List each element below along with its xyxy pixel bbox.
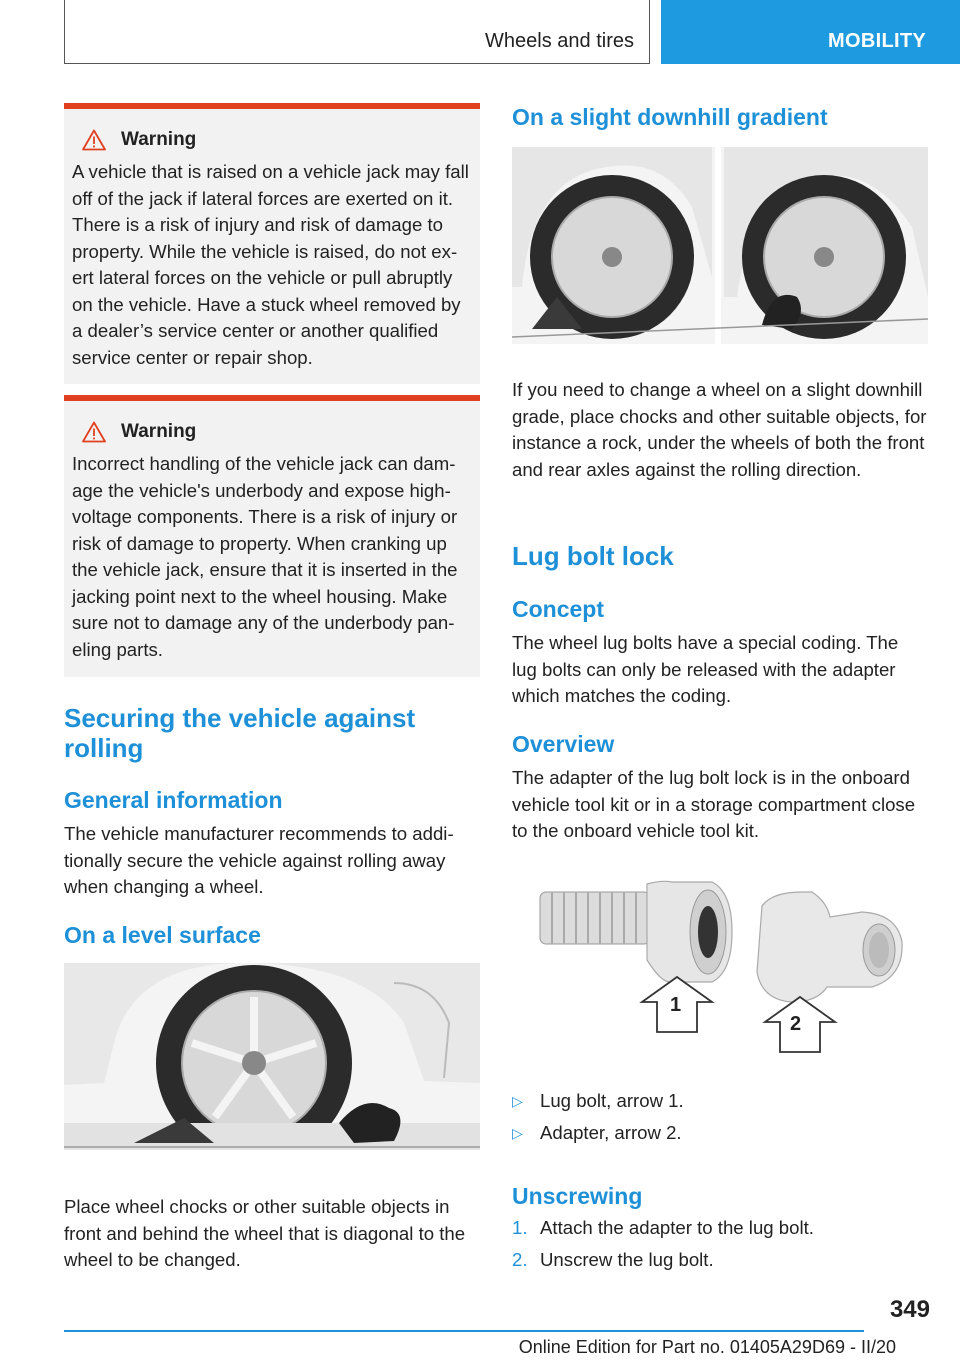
step-text: Unscrew the lug bolt.	[540, 1249, 714, 1270]
lug-items-list	[512, 1090, 928, 1154]
list-item-text: Adapter, arrow 2.	[540, 1122, 682, 1143]
unscrew-steps	[512, 1217, 928, 1281]
warning-title: Warning	[121, 129, 197, 150]
downhill-text: If you need to change a wheel on a slight downhill grade, place chocks and other suitable objects, for instance a rock, under the wheels of both the front and rear axles against the rolling direction.	[512, 379, 927, 480]
warning-header	[82, 419, 472, 445]
warning-triangle-icon	[82, 129, 106, 151]
page-number: 349	[889, 1296, 930, 1323]
arrow-2-label: 2	[790, 1013, 802, 1035]
lug-bolt-figure	[512, 862, 928, 1062]
step-number: 2.	[512, 1249, 528, 1270]
footer-edition: Online Edition for Part no. 01405A29D69 - II/20	[518, 1337, 896, 1357]
triangle-bullet-icon: ▷	[512, 1125, 523, 1141]
step-item	[512, 1249, 928, 1281]
downhill-figure	[512, 147, 928, 344]
list-item	[512, 1090, 928, 1122]
overview-heading: Overview	[512, 731, 615, 757]
warning-title: Warning	[121, 421, 197, 442]
step-number: 1.	[512, 1217, 528, 1238]
level-surface-heading: On a level surface	[64, 922, 261, 948]
securing-heading: Securing the vehicle against rolling	[64, 703, 416, 763]
mobility-tab[interactable]	[661, 0, 960, 64]
mobility-tab-label: MOBILITY	[828, 30, 926, 52]
list-item	[512, 1122, 928, 1154]
downhill-chocks-illustration	[512, 147, 928, 344]
lug-bolt-adapter-illustration	[512, 862, 928, 1062]
warning-text: Incorrect handling of the vehicle jack can damage the vehicle's underbody and expose high-voltage components. There is a risk of injury or risk of damage to property. When cranking up the vehicle jack, ensure that it is inserted in the jacking point next to the wheel housing. Make sure not to damage any of the underbody paneling parts.	[72, 453, 458, 660]
footer-divider	[64, 1330, 864, 1332]
lug-bolt-heading: Lug bolt lock	[512, 541, 674, 571]
list-item-text: Lug bolt, arrow 1.	[540, 1090, 684, 1111]
warning-header	[82, 127, 472, 153]
warning-text: A vehicle that is raised on a vehicle jack may fall off of the jack if lateral forces are exerted on it. There is a risk of injury and risk of damage to property. While the vehicle is raised, do not exert lateral forces on the vehicle or pull abruptly on the vehicle. Have a stuck wheel removed by a dealer’s service center or another qualified service center or repair shop.	[72, 161, 469, 368]
level-surface-figure	[64, 963, 480, 1150]
wheel-chock-illustration	[64, 963, 480, 1150]
downhill-heading: On a slight downhill gradient	[512, 104, 828, 130]
general-info-heading: General information	[64, 787, 283, 813]
warning-triangle-icon	[82, 421, 106, 443]
section-title: Wheels and tires	[485, 30, 634, 52]
triangle-bullet-icon: ▷	[512, 1093, 523, 1109]
general-info-text: The vehicle manufacturer recommends to additionally secure the vehicle against rolling away when changing a wheel.	[64, 823, 454, 897]
concept-text: The wheel lug bolts have a special coding. The lug bolts can only be released with the adapter which matches the coding.	[512, 632, 899, 706]
step-text: Attach the adapter to the lug bolt.	[540, 1217, 814, 1238]
warning-box-2	[64, 395, 480, 677]
overview-text: The adapter of the lug bolt lock is in the onboard vehicle tool kit or in a storage compartment close to the onboard vehicle tool kit.	[512, 767, 916, 841]
warning-box-1	[64, 103, 480, 384]
level-surface-text: Place wheel chocks or other suitable objects in front and behind the wheel that is diagonal to the wheel to be changed.	[64, 1196, 466, 1270]
step-item	[512, 1217, 928, 1249]
concept-heading: Concept	[512, 596, 604, 622]
arrow-1-label: 1	[670, 994, 682, 1016]
unscrewing-heading: Unscrewing	[512, 1183, 643, 1209]
